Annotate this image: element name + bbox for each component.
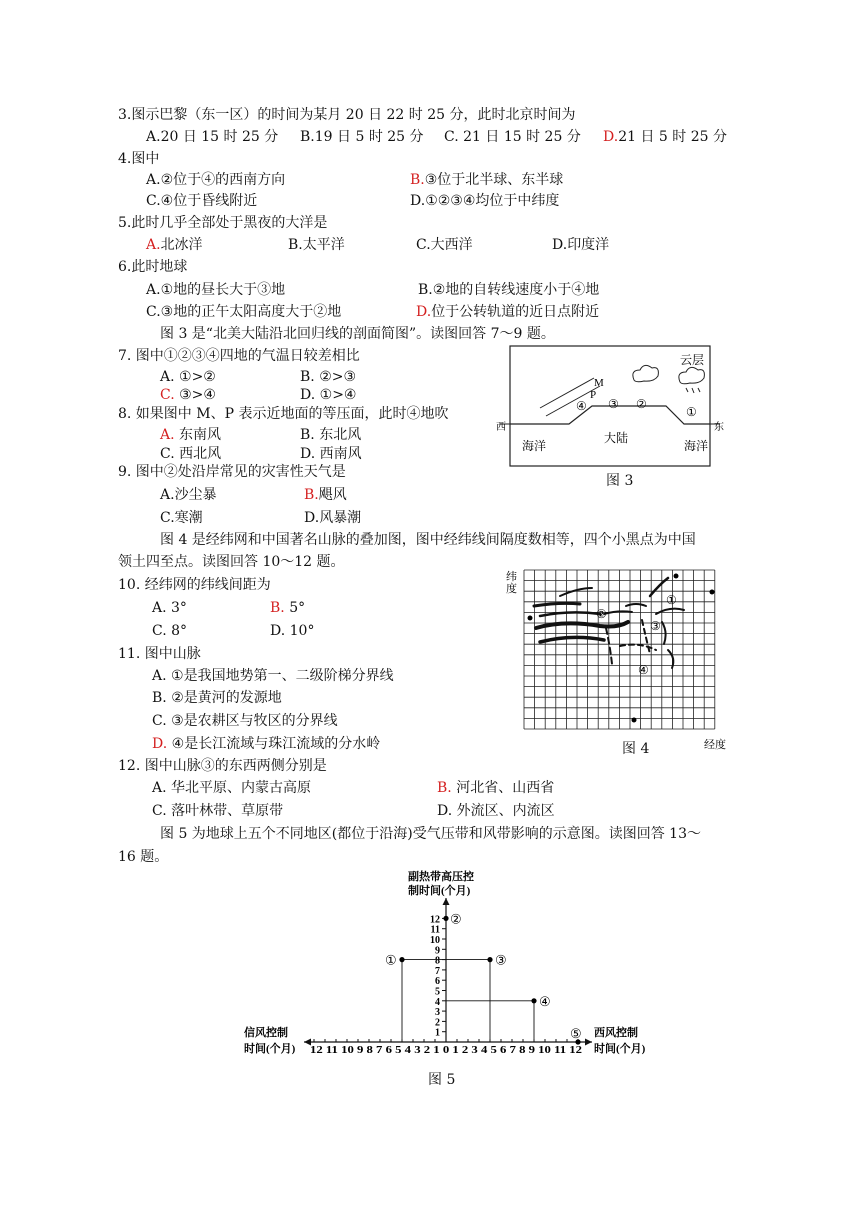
q11-option-d: D. ④是长江流域与珠江流域的分水岭: [152, 736, 381, 752]
fig5-y-tick-label: 6: [435, 976, 440, 988]
q9-stem: 9. 图中②处沿岸常见的灾害性天气是: [118, 464, 346, 480]
fig3-east-label: 东: [714, 422, 724, 433]
fig3-point-3: ③: [608, 397, 619, 411]
q7-stem: 7. 图中①②③④四地的气温日较差相比: [118, 348, 360, 364]
q7-option-b: B. ②>③: [300, 369, 357, 385]
intro-figure-5-line2: 16 题。: [118, 849, 169, 865]
q4-option-d: D.①②③④均位于中纬度: [410, 193, 560, 209]
fig3-label-p: P: [590, 389, 597, 401]
fig5-y-title-2: 制时间(个月): [408, 885, 471, 897]
fig5-right-title-2: 时间(个月): [594, 1043, 646, 1055]
fig4-grid: [524, 570, 715, 729]
fig5-point: [531, 998, 536, 1003]
fig3-cloud-label: 云层: [680, 353, 705, 367]
q11-option-c: C. ③是农耕区与牧区的分界线: [152, 713, 338, 729]
fig3-west-label: 西: [496, 422, 506, 433]
q9-option-d: D.风暴潮: [304, 510, 362, 526]
fig4-marker-4: ④: [638, 663, 649, 677]
q3-option-d: D.21 日 5 时 25 分: [603, 129, 727, 145]
q10-option-d: D. 10°: [270, 623, 315, 639]
figure-4-caption: 图 4: [622, 741, 650, 757]
q11-option-b: B. ②是黄河的发源地: [152, 690, 282, 706]
q5-option-d: D.印度洋: [552, 237, 610, 253]
fig5-x-tick-labels: 12 11 10 9 8 7 6 5 4 3 2 1 0 1 2 3 4 5 6 7 8 9 10 11 12: [310, 1045, 582, 1056]
q8-stem: 8. 如果图中 M、P 表示近地面的等压面，此时④地吹: [118, 406, 449, 422]
q10-stem: 10. 经纬网的纬线间距为: [118, 577, 271, 593]
q6-option-d: D.位于公转轨道的近日点附近: [416, 304, 600, 320]
q8-option-d: D. 西南风: [300, 446, 362, 462]
fig5-y-tick-label: 5: [435, 986, 440, 998]
fig5-point-label: ②: [450, 911, 462, 927]
fig3-ocean-right: 海洋: [684, 439, 709, 453]
q12-option-c: C. 落叶林带、草原带: [152, 803, 284, 819]
q7-option-d: D. ①>④: [300, 387, 357, 403]
q3-stem: 3.图示巴黎（东一区）的时间为某月 20 日 22 时 25 分，此时北京时间为: [118, 107, 576, 123]
q8-option-c: C. 西北风: [160, 446, 222, 462]
q6-option-a: A.①地的昼长大于③地: [146, 282, 286, 298]
fig4-lat-label-1: 纬: [506, 571, 517, 583]
q3-option-c: C. 21 日 15 时 25 分: [444, 129, 581, 145]
q5-stem: 5.此时几乎全部处于黑夜的大洋是: [118, 215, 328, 231]
q4-option-c: C.④位于昏线附近: [146, 193, 258, 209]
fig5-left-title-1: 信风控制: [244, 1027, 288, 1039]
figure-4-graticule: [500, 566, 734, 750]
intro-figure-3: 图 3 是“北美大陆沿北回归线的剖面简图”。读图回答 7～9 题。: [160, 326, 555, 342]
q4-stem: 4.图中: [118, 151, 160, 167]
fig5-left-title-2: 时间(个月): [244, 1043, 296, 1055]
fig3-label-m: M: [594, 377, 604, 389]
q10-option-c: C. 8°: [152, 623, 188, 639]
fig3-ocean-left: 海洋: [522, 439, 547, 453]
q9-option-a: A.沙尘暴: [160, 487, 217, 503]
fig5-plot: [304, 898, 592, 1046]
fig5-y-tick-label: 8: [435, 955, 440, 967]
q9-option-c: C.寒潮: [160, 510, 203, 526]
q8-option-a: A. 东南风: [160, 427, 222, 443]
fig4-marker-3: ③: [650, 619, 661, 633]
fig5-y-tick-label: 3: [435, 1007, 440, 1019]
fig4-extreme-point-north: [674, 574, 679, 579]
fig5-point: [399, 957, 404, 962]
fig4-lat-label-2: 度: [506, 583, 517, 595]
fig5-x-arrow-right: [585, 1039, 592, 1046]
intro-figure-5-line1: 图 5 为地球上五个不同地区(都位于沿海)受气压带和风带影响的示意图。读图回答 13～: [160, 826, 701, 842]
fig5-point-label: ①: [385, 952, 397, 968]
q3-option-a: A.20 日 15 时 25 分: [146, 129, 279, 145]
intro-figure-4-line2: 领土四至点。读图回答 10～12 题。: [118, 554, 345, 570]
q8-option-b: B. 东北风: [300, 427, 362, 443]
fig4-lon-label: 经度: [704, 739, 726, 750]
intro-figure-4-line1: 图 4 是经纬网和中国著名山脉的叠加图，图中经纬线间隔度数相等，四个小黑点为中国: [160, 532, 696, 548]
fig5-y-tick-label: 2: [435, 1017, 440, 1029]
figure-5-caption: 图 5: [428, 1072, 456, 1088]
q6-stem: 6.此时地球: [118, 259, 188, 275]
q4-option-a: A.②位于④的西南方向: [146, 172, 286, 188]
fig5-y-arrow: [443, 898, 450, 905]
q10-option-b: B. 5°: [270, 600, 306, 616]
q10-option-a: A. 3°: [152, 600, 187, 616]
fig3-point-4: ④: [576, 399, 587, 413]
fig4-extreme-point-west: [528, 616, 533, 621]
q4-option-b: B.③位于北半球、东半球: [410, 172, 564, 188]
fig5-y-tick-label: 12: [430, 914, 440, 926]
fig5-point: [487, 957, 492, 962]
fig3-land-label: 大陆: [604, 431, 629, 445]
q6-option-c: C.③地的正午太阳高度大于②地: [146, 304, 342, 320]
fig5-y-tick-label: 10: [430, 935, 440, 946]
q5-option-a: A.北冰洋: [146, 237, 203, 253]
fig5-y-title-1: 副热带高压控: [408, 871, 474, 883]
fig3-point-1: ①: [686, 405, 697, 419]
q5-option-b: B.太平洋: [288, 237, 345, 253]
q3-option-b: B.19 日 5 时 25 分: [300, 129, 424, 145]
fig5-y-tick-label: 9: [435, 945, 440, 957]
q7-option-a: A. ①>②: [160, 369, 216, 385]
figure-5-chart: [238, 868, 658, 1064]
fig5-point-label: ⑤: [570, 1026, 582, 1041]
q5-option-c: C.大西洋: [416, 237, 473, 253]
fig4-extreme-point-east: [710, 590, 715, 595]
q12-option-a: A. 华北平原、内蒙古高原: [152, 780, 312, 796]
q11-option-a: A. ①是我国地势第一、二级阶梯分界线: [152, 668, 394, 684]
q9-option-b: B.飓风: [304, 487, 347, 503]
q12-option-d: D. 外流区、内流区: [437, 803, 555, 819]
fig4-extreme-point-south: [632, 718, 637, 723]
q6-option-b: B.②地的自转线速度小于④地: [418, 282, 600, 298]
fig5-point: [443, 916, 448, 921]
fig5-right-title-1: 西风控制: [594, 1027, 638, 1039]
q12-stem: 12. 图中山脉③的东西两侧分别是: [118, 758, 327, 774]
fig5-point-label: ④: [539, 993, 551, 1009]
q12-option-b: B. 河北省、山西省: [437, 780, 555, 796]
figure-3-caption: 图 3: [606, 473, 634, 489]
q11-stem: 11. 图中山脉: [118, 646, 201, 662]
figure-3-profile: [494, 342, 726, 490]
fig3-point-2: ②: [636, 397, 647, 411]
fig4-marker-2: ②: [596, 607, 607, 621]
fig5-y-tick-label: 4: [435, 996, 440, 1008]
fig5-y-tick-label: 7: [435, 965, 440, 977]
fig4-marker-1: ①: [666, 593, 677, 607]
fig5-y-tick-label: 11: [430, 924, 440, 936]
fig5-point-label: ③: [495, 952, 507, 968]
q7-option-c: C. ③>④: [160, 387, 216, 403]
fig5-y-tick-label: 1: [435, 1027, 440, 1039]
